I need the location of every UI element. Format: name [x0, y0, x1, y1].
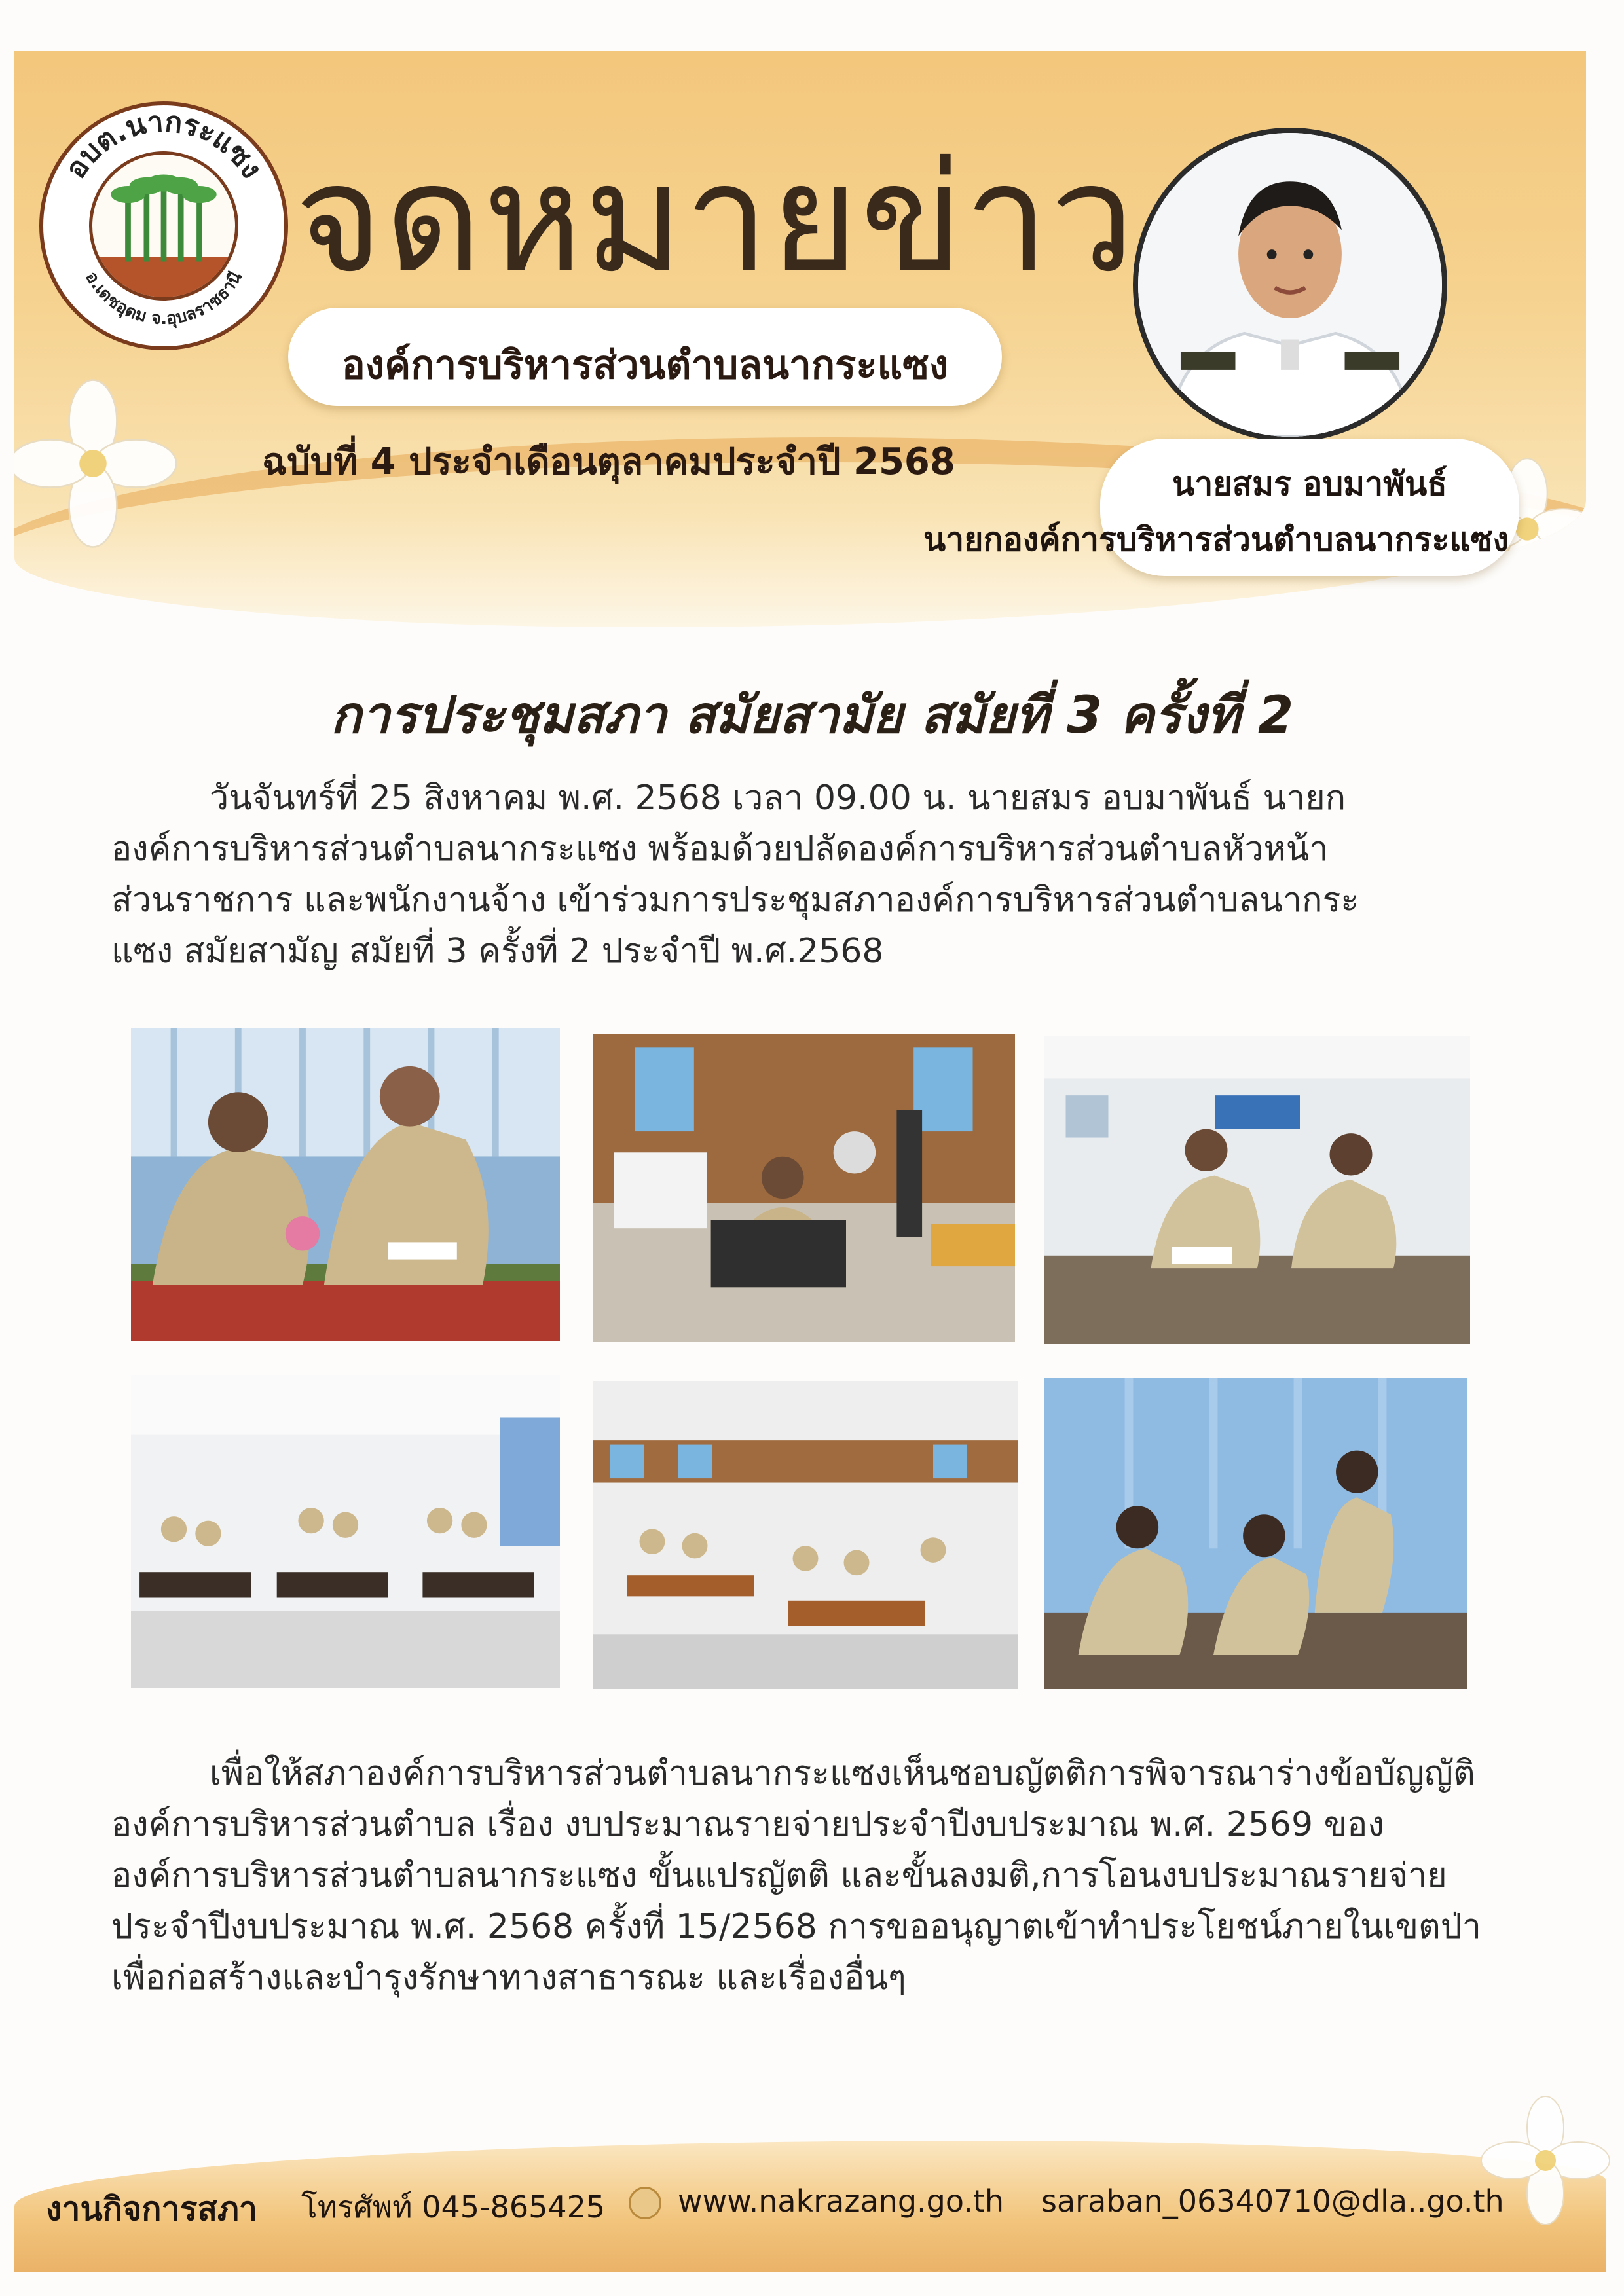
paragraph-line: ส่วนราชการ และพนักงานจ้าง เข้าร่วมการประชุมสภาองค์การบริหารส่วนตำบลนากระ	[111, 881, 1359, 920]
footer-email[interactable]: saraban_06340710@dla..go.th	[1041, 2183, 1504, 2219]
footer-department: งานกิจการสภา	[46, 2190, 257, 2228]
paragraph-line: องค์การบริหารส่วนตำบลนากระแซง ขั้นแปรญัตติ และขั้นลงมติ,การโอนงบประมาณรายจ่าย	[111, 1856, 1447, 1895]
article-headline: การประชุมสภา สมัยสามัย สมัยที่ 3 ครั้งที่ 2	[330, 686, 1294, 745]
organization-logo	[39, 101, 288, 350]
meeting-photo-1	[131, 1028, 560, 1341]
paragraph-line: องค์การบริหารส่วนตำบลนากระแซง พร้อมด้วยปลัดองค์การบริหารส่วนตำบลหัวหน้า	[111, 829, 1329, 869]
logo-top-text: อบต.นากระแซง	[58, 105, 269, 185]
meeting-photo-2	[593, 1034, 1015, 1342]
portrait-photo	[1133, 128, 1447, 442]
logo-emblem	[89, 151, 238, 301]
meeting-photo-3	[1044, 1036, 1470, 1344]
meeting-photo-4	[131, 1375, 560, 1688]
paragraph-line: เพื่อให้สภาองค์การบริหารส่วนตำบลนากระแซงเห็นชอบญัตติการพิจารณาร่างข้อบัญญัติ	[210, 1754, 1475, 1793]
paragraph-agenda	[111, 1748, 1513, 2003]
meeting-photo-5	[593, 1381, 1018, 1689]
paragraph-line: เพื่อก่อสร้างและบำรุงรักษาทางสาธารณะ และเรื่องอื่นๆ	[111, 1958, 906, 1997]
flower-decoration-left	[14, 378, 178, 549]
issue-line: ฉบับที่ 4 ประจำเดือนตุลาคมประจำปี 2568	[262, 441, 955, 483]
paragraph-line: องค์การบริหารส่วนตำบล เรื่อง งบประมาณรายจ่ายประจำปีงบประมาณ พ.ศ. 2569 ของ	[111, 1805, 1384, 1844]
meeting-photo-6	[1044, 1378, 1467, 1689]
footer-phone: โทรศัพท์ 045-865425	[301, 2189, 606, 2225]
paragraph-line: วันจันทร์ที่ 25 สิงหาคม พ.ศ. 2568 เวลา 09.00 น. นายสมร อบมาพันธ์ นายก	[210, 778, 1346, 818]
footer-website[interactable]: www.nakrazang.go.th	[678, 2183, 1005, 2219]
globe-icon	[629, 2187, 661, 2219]
logo-bottom-text: อ.เดชอุดม จ.อุบลราชธานี	[81, 268, 246, 329]
person-position: นายกองค์การบริหารส่วนตำบลนากระแซง	[923, 520, 1509, 558]
paragraph-intro	[111, 773, 1513, 977]
paragraph-line: แซง สมัยสามัญ สมัยที่ 3 ครั้งที่ 2 ประจำปี พ.ศ.2568	[111, 932, 884, 971]
person-name: นายสมร อบมาพันธ์	[1172, 465, 1447, 503]
organization-pill	[288, 308, 1002, 406]
organization-name: องค์การบริหารส่วนตำบลนากระแซง	[341, 342, 949, 388]
newsletter-title: จดหมายข่าว	[295, 132, 1136, 306]
paragraph-line: ประจำปีงบประมาณ พ.ศ. 2568 ครั้งที่ 15/2568 การขออนุญาตเข้าทำประโยชน์ภายในเขตป่า	[111, 1907, 1481, 1946]
